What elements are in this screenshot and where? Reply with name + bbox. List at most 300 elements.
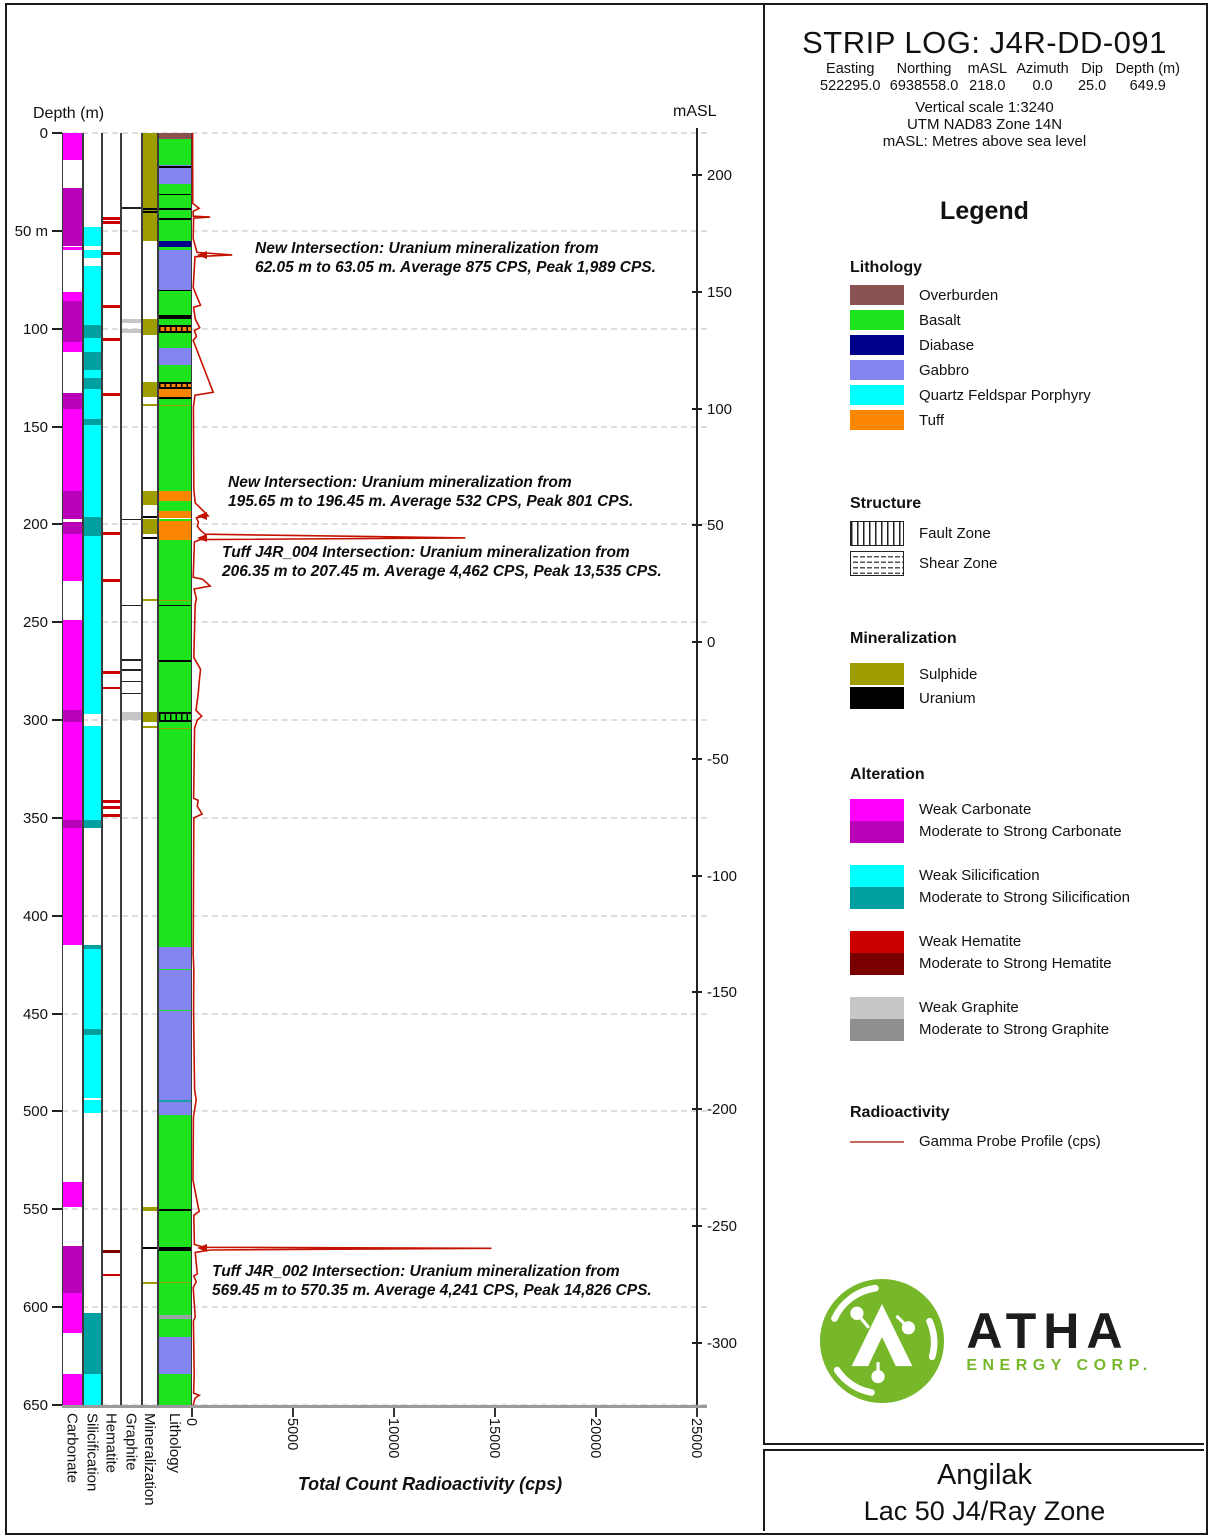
lithology-heading: Lithology [850, 259, 922, 276]
weak-silicification-swatch [850, 865, 904, 887]
depth-axis-title: Depth (m) [33, 105, 105, 122]
fault-zone-overlay [159, 382, 191, 390]
silicification-interval [84, 1100, 101, 1114]
silicification-interval [84, 389, 101, 418]
legend-row [850, 687, 977, 709]
depth-tick [52, 1110, 62, 1112]
gamma-tick-label: 10000 [385, 1418, 401, 1459]
depth-tick [52, 915, 62, 917]
alteration-labels [919, 931, 1112, 975]
lithology-interval-tuff [159, 491, 191, 501]
structure-legend [850, 521, 997, 576]
lithology-legend [850, 285, 1091, 430]
collar-table [820, 61, 1180, 94]
gamma-tick-label: 25000 [688, 1418, 704, 1459]
silicification-alteration-row [850, 865, 1130, 909]
intersection-arrow [197, 251, 207, 259]
diabase-swatch [850, 335, 904, 355]
carbonate-interval [63, 491, 82, 518]
silicification-interval [84, 378, 101, 390]
hematite-mark [103, 305, 120, 308]
silicification-interval [84, 1035, 101, 1098]
silicification-interval [84, 338, 101, 352]
hematite-track [102, 133, 121, 1405]
masl-tick-label: 50 [707, 517, 724, 535]
lithology-contact [159, 218, 191, 220]
track-label-mineralization: Mineralization [141, 1413, 158, 1506]
legend-label: Moderate to Strong Silicification [919, 889, 1130, 906]
atha-brand-text: ATHA [966, 1303, 1130, 1359]
gamma-tick [696, 1408, 698, 1417]
fault-zone-overlay [159, 325, 191, 333]
lithology-thin-line [159, 969, 191, 971]
gamma-tick [393, 1408, 395, 1417]
uranium-swatch [850, 687, 904, 709]
mineralization-legend [850, 663, 977, 709]
radioactivity-legend [850, 1133, 1101, 1150]
lithology-contact [159, 194, 191, 196]
lithology-track [158, 133, 192, 1405]
lithology-interval-basalt [159, 501, 191, 511]
sulphide-interval [143, 712, 157, 722]
sulphide-interval [143, 319, 157, 335]
intersection-arrow [197, 534, 207, 542]
silicification-track [83, 133, 102, 1405]
silicification-interval [84, 726, 101, 820]
project-footer [763, 1449, 1204, 1531]
depth-tick [52, 1404, 62, 1406]
lithology-interval-gabbro [159, 1337, 191, 1374]
carbonate-alteration-row [850, 799, 1130, 843]
silicification-interval [84, 227, 101, 247]
graphite-band [122, 329, 141, 333]
atha-logo [765, 1275, 1204, 1407]
depth-tick [52, 426, 62, 428]
hematite-mark [103, 532, 120, 535]
gamma-polyline [193, 133, 492, 1405]
alteration-heading: Alteration [850, 766, 925, 783]
legend-label: Moderate to Strong Hematite [919, 955, 1112, 972]
hematite-mark [103, 252, 120, 255]
lithology-contact [159, 1209, 191, 1211]
depth-tick-label: 650 [22, 1397, 48, 1414]
lithology-interval-basalt [159, 139, 191, 165]
lithology-interval-basalt [159, 397, 191, 491]
graphite-line [122, 669, 141, 671]
graphite-line [122, 519, 141, 521]
info-panel [763, 3, 1204, 1443]
carbonate-interval [63, 1374, 82, 1405]
carbonate-interval [63, 1182, 82, 1207]
project-name: Angilak [936, 1459, 1033, 1491]
lithology-thin-line [159, 728, 191, 730]
scale-notes [765, 99, 1204, 150]
collar-label: mASL [967, 61, 1008, 77]
carbonate-interval [63, 301, 82, 342]
silicification-swatch [850, 865, 904, 909]
masl-tick-label: 200 [707, 167, 733, 185]
graphite-line [122, 207, 141, 209]
depth-tick-label: 500 [22, 1103, 48, 1121]
masl-tick-label: -150 [707, 984, 738, 1002]
silicification-interval [84, 536, 101, 714]
gamma-line-swatch [850, 1141, 904, 1143]
hematite-mark [103, 687, 120, 690]
legend-row [850, 521, 997, 546]
weak-hematite-swatch [850, 931, 904, 953]
legend-label: Quartz Feldspar Porphyry [919, 386, 1091, 404]
carbonate-interval [63, 393, 82, 409]
uranium-interval [143, 1247, 157, 1249]
carbonate-track [62, 133, 83, 1405]
masl-tick-label: 150 [707, 283, 733, 301]
collar-label: Easting [826, 61, 875, 77]
legend-row [850, 285, 1091, 305]
legend-label: Moderate to Strong Carbonate [919, 823, 1122, 840]
lithology-contact [159, 660, 191, 662]
lithology-thin-line [159, 405, 191, 407]
strong-graphite-swatch [850, 1019, 904, 1041]
silicification-interval [84, 425, 101, 517]
tuff-swatch [850, 410, 904, 430]
hematite-mark [103, 1250, 120, 1253]
depth-tick [52, 719, 62, 721]
collar-value: 25.0 [1077, 78, 1107, 94]
intersection-annotation-2 [228, 473, 633, 511]
carbonate-interval [63, 620, 82, 710]
sulphide-interval [143, 1282, 157, 1284]
depth-tick-label: 200 [22, 516, 48, 534]
intersection-annotation-4 [212, 1262, 652, 1300]
sulphide-interval [143, 404, 157, 406]
gamma-curve [192, 133, 697, 1405]
annotation-line: 206.35 m to 207.45 m. Average 4,462 CPS, Peak 13,535 CPS. [222, 562, 662, 580]
masl-tick-label: 100 [707, 400, 733, 418]
annotation-line: New Intersection: Uranium mineralization from [228, 473, 572, 491]
graphite-alteration-row [850, 997, 1130, 1041]
fault-zone-overlay [159, 315, 191, 319]
legend-row [850, 385, 1091, 405]
depth-tick-label: 100 [22, 320, 48, 338]
lithology-interval-basalt [159, 1374, 191, 1405]
depth-tick-label: 600 [22, 1299, 48, 1317]
alteration-labels [919, 865, 1130, 909]
silicification-interval [84, 820, 101, 828]
annotation-line: New Intersection: Uranium mineralization from [255, 239, 599, 257]
shear-zone-swatch [850, 551, 904, 576]
lithology-interval-basalt [159, 1319, 191, 1337]
depth-tick-label: 550 [22, 1201, 48, 1219]
legend-row [850, 410, 1091, 430]
legend-title: Legend [940, 197, 1029, 225]
carbonate-interval [63, 188, 82, 247]
legend-label: Diabase [919, 336, 975, 354]
overburden-swatch [850, 285, 904, 305]
sulphide-interval [143, 1207, 157, 1211]
track-label-carbonate: Carbonate [63, 1413, 81, 1484]
lithology-contact [159, 290, 191, 292]
sulphide-interval [143, 519, 157, 535]
graphite-line [122, 659, 141, 661]
mineralization-heading: Mineralization [850, 630, 957, 647]
depth-tick [52, 621, 62, 623]
lithology-interval-basalt [159, 290, 191, 325]
carbonate-interval [63, 722, 82, 820]
carbonate-interval [63, 133, 82, 160]
hematite-mark [103, 221, 120, 224]
uranium-interval [143, 537, 157, 539]
intersection-annotation-1 [255, 239, 656, 277]
depth-tick [52, 523, 62, 525]
carbonate-swatch [850, 799, 904, 843]
gamma-tick-label: 5000 [284, 1418, 300, 1451]
legend-label: Shear Zone [919, 555, 998, 572]
lithology-contact [159, 605, 191, 607]
uranium-interval [143, 516, 157, 518]
gamma-axis-bar [62, 1405, 707, 1408]
sulphide-interval [143, 133, 157, 241]
hematite-mark [103, 806, 120, 809]
mineralization-track [142, 133, 158, 1405]
zone-name: Lac 50 J4/Ray Zone [863, 1496, 1106, 1526]
hematite-mark [103, 217, 120, 220]
lithology-interval-gabbro [159, 250, 191, 289]
masl-tick-label: 0 [707, 634, 716, 652]
legend-label: Weak Silicification [919, 867, 1040, 884]
weak-graphite-swatch [850, 997, 904, 1019]
weak-carbonate-swatch [850, 799, 904, 821]
legend-label: Uranium [919, 689, 976, 707]
collar-col [1078, 61, 1106, 94]
track-label-silicification: Silicification [83, 1413, 101, 1492]
hematite-mark [103, 1274, 120, 1277]
masl-tick-label: -250 [707, 1217, 738, 1235]
track-label-graphite: Graphite [122, 1413, 140, 1471]
lithology-interval-basalt [159, 365, 191, 382]
panel-separator [763, 1443, 1204, 1445]
lithology-thin-line [159, 600, 191, 602]
collar-col [820, 61, 880, 94]
strong-silicification-swatch [850, 887, 904, 909]
hematite-mark [103, 579, 120, 582]
legend-label: Sulphide [919, 665, 978, 683]
gabbro-swatch [850, 360, 904, 380]
structure-heading: Structure [850, 495, 922, 512]
legend-label: Weak Graphite [919, 999, 1019, 1016]
depth-tick [52, 1306, 62, 1308]
silicification-interval [84, 250, 101, 258]
qfp-swatch [850, 385, 904, 405]
radioactivity-heading: Radioactivity [850, 1104, 950, 1121]
silicification-interval [84, 370, 101, 378]
silicification-interval [84, 1374, 101, 1405]
carbonate-interval [63, 292, 82, 302]
silicification-interval [84, 325, 101, 339]
depth-tick [52, 230, 62, 232]
carbonate-interval [63, 820, 82, 828]
gamma-tick-label: 0 [183, 1418, 199, 1427]
graphite-band [122, 712, 141, 720]
depth-tick [52, 328, 62, 330]
masl-tick-label: -300 [707, 1334, 738, 1352]
legend-label: Weak Carbonate [919, 801, 1032, 818]
sulphide-interval [143, 726, 157, 728]
collar-col [968, 61, 1008, 94]
depth-tick [52, 1208, 62, 1210]
lithology-contact [159, 166, 191, 168]
collar-col [1115, 61, 1179, 94]
graphite-track [121, 133, 142, 1405]
carbonate-interval [63, 710, 82, 722]
collar-label: Depth (m) [1115, 61, 1180, 77]
hematite-swatch [850, 931, 904, 975]
sulphide-swatch [850, 663, 904, 685]
hematite-mark [103, 800, 120, 803]
depth-tick-label: 350 [22, 809, 48, 827]
legend-row [850, 310, 1091, 330]
hematite-mark [103, 671, 120, 674]
sulphide-interval [143, 599, 157, 601]
atha-logo-mark [816, 1275, 948, 1407]
fault-zone-overlay [159, 712, 191, 722]
intersection-arrow [197, 512, 207, 520]
graphite-swatch [850, 997, 904, 1041]
vertical-scale-note: Vertical scale 1:3240 [915, 99, 1054, 116]
lithology-interval-basalt [159, 184, 191, 241]
gamma-tick [595, 1408, 597, 1417]
intersection-annotation-3 [222, 543, 662, 581]
hematite-mark [103, 338, 120, 341]
legend-label: Weak Hematite [919, 933, 1022, 950]
collar-label: Northing [896, 61, 952, 77]
lithology-interval-gabbro [159, 1102, 191, 1116]
hematite-alteration-row [850, 931, 1130, 975]
lithology-thin-line [159, 1282, 191, 1284]
lithology-interval-basalt [159, 1115, 191, 1247]
lithology-interval-tuff [159, 521, 191, 540]
depth-tick-label: 450 [22, 1005, 48, 1023]
lithology-interval-diabase [159, 241, 191, 248]
masl-tick-label: -200 [707, 1101, 738, 1119]
sulphide-interval [143, 491, 157, 505]
carbonate-interval [63, 1246, 82, 1293]
carbonate-interval [63, 409, 82, 491]
gamma-tick [191, 1408, 193, 1417]
graphite-line [122, 693, 141, 695]
annotation-line: Tuff J4R_002 Intersection: Uranium mineralization from [212, 1263, 620, 1281]
depth-tick-label: 150 [22, 418, 48, 436]
collar-value: 218.0 [969, 78, 1006, 94]
masl-definition-note: mASL: Metres above sea level [882, 133, 1087, 150]
alteration-labels [919, 997, 1109, 1041]
alteration-legend [850, 799, 1130, 1063]
annotation-line: 62.05 m to 63.05 m. Average 875 CPS, Peak 1,989 CPS. [255, 258, 656, 276]
collar-label: Azimuth [1016, 61, 1069, 77]
lithology-contact [159, 397, 191, 399]
atha-wordmark [966, 1303, 1153, 1375]
graphite-line [122, 605, 141, 607]
fault-zone-swatch [850, 521, 904, 546]
hematite-mark [103, 814, 120, 817]
gamma-tick [494, 1408, 496, 1417]
track-label-hematite: Hematite [102, 1413, 120, 1474]
legend-label: Overburden [919, 286, 999, 304]
basalt-swatch [850, 310, 904, 330]
depth-tick-label: 300 [22, 712, 48, 730]
silicification-interval [84, 352, 101, 370]
carbonate-interval [63, 247, 82, 250]
collar-value: 522295.0 [820, 78, 881, 94]
strong-carbonate-swatch [850, 821, 904, 843]
collar-value: 6938558.0 [889, 78, 959, 94]
lithology-interval-gabbro [159, 348, 191, 365]
depth-tick [52, 817, 62, 819]
hematite-mark [103, 393, 120, 396]
depth-tick [52, 1013, 62, 1015]
depth-tick-label: 0 [39, 125, 48, 142]
depth-tick-label: 400 [22, 907, 48, 925]
track-label-lithology: Lithology [166, 1413, 183, 1474]
legend-row [850, 335, 1091, 355]
masl-axis-title: mASL [673, 103, 717, 120]
alteration-labels [919, 799, 1122, 843]
legend-row [850, 663, 977, 685]
masl-tick-label: -100 [707, 867, 738, 885]
depth-tick-label: 50 m [14, 222, 48, 240]
graphite-band [122, 319, 141, 323]
gamma-tick-label: 15000 [486, 1418, 502, 1459]
gamma-tick-label: 20000 [587, 1418, 603, 1459]
annotation-line: Tuff J4R_004 Intersection: Uranium mineralization from [222, 543, 630, 561]
utm-zone-note: UTM NAD83 Zone 14N [906, 116, 1063, 133]
uranium-interval [143, 211, 157, 213]
carbonate-interval [63, 522, 82, 534]
masl-tick-label: -50 [707, 750, 729, 768]
collar-col [890, 61, 959, 94]
lithology-interval-gabbro [159, 165, 191, 184]
collar-value: 0.0 [1032, 78, 1053, 94]
lithology-interval-basalt [159, 333, 191, 349]
strong-hematite-swatch [850, 953, 904, 975]
legend-row [850, 551, 997, 576]
graphite-line [122, 681, 141, 683]
legend-label: Tuff [919, 411, 945, 429]
intersection-arrow [197, 1244, 207, 1252]
collar-value: 649.9 [1129, 78, 1166, 94]
carbonate-interval [63, 342, 82, 352]
legend-label: Moderate to Strong Graphite [919, 1021, 1110, 1038]
silicification-interval [84, 517, 101, 537]
lithology-interval-tuff [159, 511, 191, 519]
legend-row [850, 360, 1091, 380]
legend-label: Gabbro [919, 361, 970, 379]
carbonate-interval [63, 828, 82, 945]
collar-col [1016, 61, 1068, 94]
hole-title: STRIP LOG: J4R-DD-091 [802, 25, 1167, 60]
carbonate-interval [63, 1293, 82, 1332]
silicification-interval [84, 266, 101, 325]
atha-subtitle-text: ENERGY CORP. [966, 1357, 1153, 1374]
silicification-interval [84, 949, 101, 1029]
legend-label: Fault Zone [919, 525, 991, 542]
depth-tick [52, 132, 62, 134]
annotation-line: 195.65 m to 196.45 m. Average 532 CPS, Peak 801 CPS. [228, 492, 634, 510]
carbonate-interval [63, 534, 82, 581]
depth-tick-label: 250 [22, 614, 48, 632]
lithology-thin-line [159, 1010, 191, 1012]
gamma-axis-title: Total Count Radioactivity (cps) [297, 1474, 563, 1494]
collar-label: Dip [1081, 61, 1103, 77]
